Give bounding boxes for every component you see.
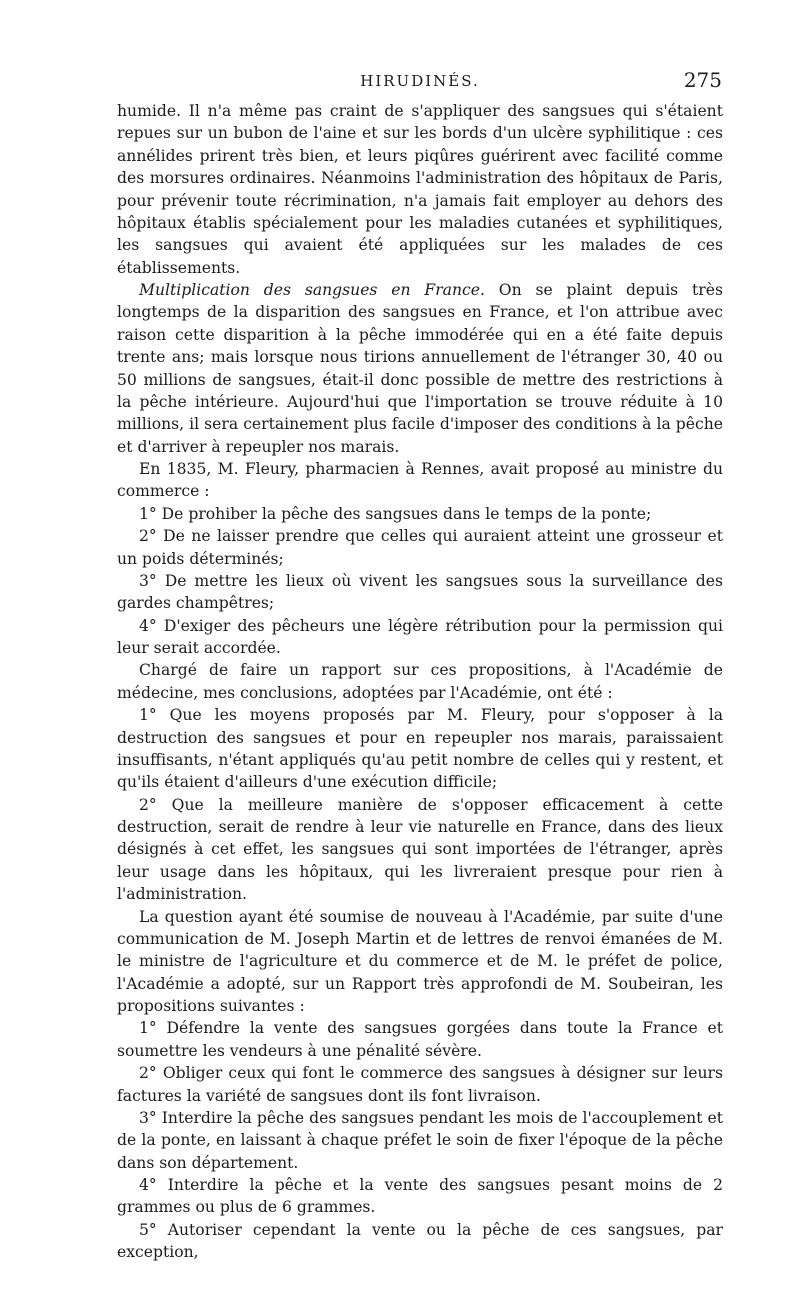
list-item: 4° D'exiger des pêcheurs une légère rétribution pour la permission qui leur serait accordée. xyxy=(117,616,723,657)
paragraph-text: On se plaint depuis très longtemps de la disparition des sangsues en France, et l'on attribue avec raison cette disparition à la pêche immodérée qui en a été faite depuis trente ans; mais lorsque nous tirions annuellement de l'étranger 30, 40 ou 50 millions de sangsues, était-il donc possible de mettre des restrictions à la pêche intérieure. Aujourd'hui que l'importation se trouve réduite à 10 millions, il sera certainement plus facile d'imposer des conditions à la pêche et d'arriver à repeupler nos marais. xyxy=(117,281,723,456)
list-item: 3° De mettre les lieux où vivent les sangsues sous la surveillance des gardes champêtres; xyxy=(117,571,723,613)
list-item: 3° Interdire la pêche des sangsues pendant les mois de l'accouplement et de la ponte, en laissant à chaque préfet le soin de fixer l'époque de la pêche dans son département. xyxy=(117,1108,723,1172)
paragraph xyxy=(117,279,723,458)
body-text xyxy=(117,100,723,1264)
paragraph: Chargé de faire un rapport sur ces propositions, à l'Académie de médecine, mes conclusions, adoptées par l'Académie, ont été : xyxy=(117,661,723,702)
page-number: 275 xyxy=(683,68,722,92)
list-item: 1° Défendre la vente des sangsues gorgées dans toute la France et soumettre les vendeurs à une pénalité sévère. xyxy=(117,1019,723,1060)
list-item: 1° Que les moyens proposés par M. Fleury, pour s'opposer à la destruction des sangsues et pour en repeupler nos marais, paraissaient insuffisants, n'étant appliqués qu'au petit nombre de celles qui y restent, et qu'ils étaient d'ailleurs d'une exécution difficile; xyxy=(117,706,723,792)
section-heading: Multiplication des sangsues en France. xyxy=(139,281,485,299)
page-header xyxy=(118,68,722,98)
list-item: 2° Que la meilleure manière de s'opposer efficacement à cette destruction, serait de rendre à leur vie naturelle en France, dans des lieux désignés à cet effet, les sangsues qui sont importées de l'étranger, après leur usage dans les hôpitaux, qui les livreraient presque pour rien à l'administration. xyxy=(117,795,723,904)
list-item: 2° De ne laisser prendre que celles qui auraient atteint une grosseur et un poids déterminés; xyxy=(117,527,723,568)
list-item: 2° Obliger ceux qui font le commerce des sangsues à désigner sur leurs factures la variété de sangsues dont ils font livraison. xyxy=(117,1064,723,1105)
paragraph: humide. Il n'a même pas craint de s'appliquer des sangsues qui s'étaient repues sur un bubon de l'aine et sur les bords d'un ulcère syphilitique : ces annélides prirent très bien, et leurs piqûres guérirent avec facilité comme des morsures ordinaires. Néanmoins l'administration des hôpitaux de Paris, pour prévenir toute récrimination, n'a jamais fait employer au dehors des hôpitaux établis spécialement pour les maladies cutanées et syphilitiques, les sangsues qui avaient été appliquées sur les malades de ces établissements. xyxy=(117,102,723,277)
list-item: 4° Interdire la pêche et la vente des sangsues pesant moins de 2 grammes ou plus de 6 grammes. xyxy=(117,1176,723,1217)
list-item: 5° Autoriser cependant la vente ou la pêche de ces sangsues, par exception, xyxy=(117,1220,723,1262)
running-title: HIRUDINÉS. xyxy=(360,72,480,90)
paragraph: La question ayant été soumise de nouveau à l'Académie, par suite d'une communication de M. Joseph Martin et de lettres de renvoi émanées de M. le ministre de l'agriculture et du commerce et de M. le préfet de police, l'Académie a adopté, sur un Rapport très approfondi de M. Soubeiran, les propositions suivantes : xyxy=(117,907,723,1015)
paragraph: En 1835, M. Fleury, pharmacien à Rennes, avait proposé au ministre du commerce : xyxy=(117,460,723,501)
list-item: 1° De prohiber la pêche des sangsues dans le temps de la ponte; xyxy=(139,504,652,523)
